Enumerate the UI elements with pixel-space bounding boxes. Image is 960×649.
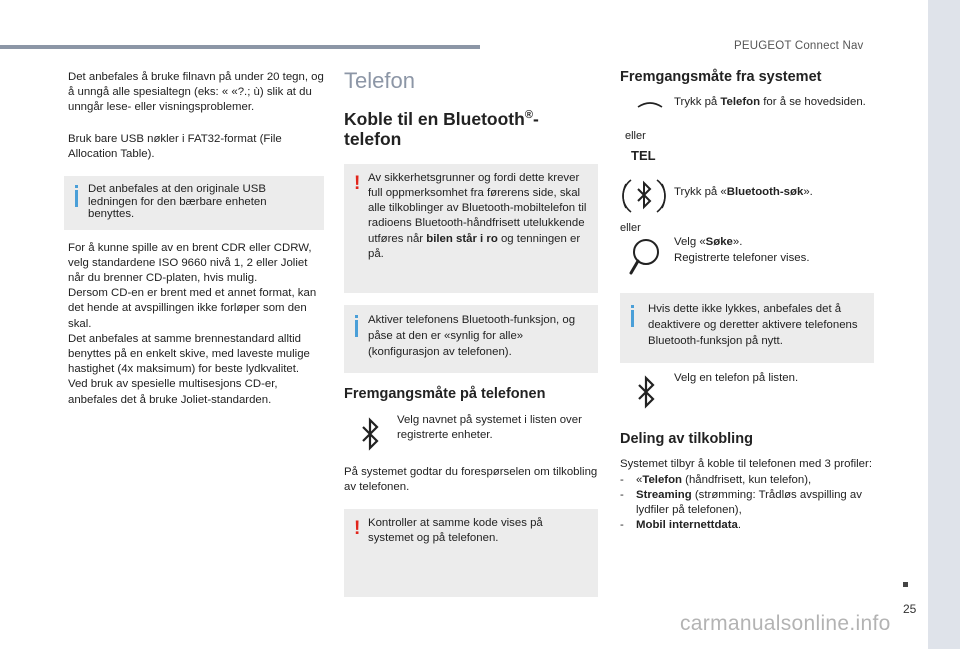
list-text: «: [636, 473, 643, 486]
step-text-end: ».: [732, 236, 743, 249]
step-text-end: for å se hovedsiden.: [760, 96, 866, 108]
cd-advice-line: For å kunne spille av en brent CDR eller CDRW, velg standardene ISO 9660 nivå 1, 2 eller Joliet når du brenner CD-platen, hvis mulig.: [68, 241, 312, 284]
warning-note-code: [344, 509, 598, 597]
cd-advice-line: Ved bruk av spesielle multisesjons CD-er, anbefales det å bruke Joliet-standarden.: [68, 378, 278, 406]
search-icon: [622, 235, 666, 283]
bluetooth-search-icon: [620, 172, 668, 218]
step-select-phone: [620, 371, 874, 411]
sharing-intro: Systemet tilbyr å koble til telefonen med 3 profiler:: [620, 458, 872, 471]
bluetooth-icon: [348, 415, 392, 455]
list-text-end: .: [737, 519, 742, 532]
sharing-title: Deling av tilkobling: [620, 431, 753, 448]
list-text-bold: Mobil internettdata: [636, 519, 738, 532]
step-press-telefon: [620, 95, 874, 145]
list-item: [620, 488, 874, 518]
info-icon: [353, 315, 360, 337]
phone-procedure-title: Fremgangsmåte på telefonen: [344, 385, 546, 402]
or-label: eller: [620, 222, 641, 235]
step-search: [620, 235, 874, 285]
cd-advice-line: Dersom CD-en er brent med et annet format, kan det hende at avspillingen ikke forløper som den skal.: [68, 287, 317, 330]
section-title: Telefon: [344, 68, 415, 93]
profile-list: [620, 473, 874, 534]
warning-icon: !: [354, 172, 361, 194]
handset-icon: [628, 95, 668, 125]
list-text-end: (strømming: Trådløs avspilling av lydfiler på telefonen),: [636, 488, 862, 517]
list-dash: -: [620, 488, 624, 501]
step-text-bold: Bluetooth-søk: [726, 186, 804, 199]
column-3: [620, 68, 874, 533]
registered-mark: ®: [524, 109, 533, 121]
filename-advice: Det anbefales å bruke filnavn på under 20 tegn, og å unngå alle spesialtegn (eks: « «?.; ù) slik at du unngår lese- eller visningsproblemer.: [68, 71, 324, 114]
step-text-bold: Telefon: [720, 96, 761, 108]
list-text-bold: Streaming: [636, 488, 692, 501]
info-note-text: Det anbefales at den originale USB ledningen for den bærbare enheten benyttes.: [88, 183, 267, 221]
usb-format-advice: Bruk bare USB nøkler i FAT32-format (File Allocation Table).: [68, 132, 282, 160]
page-side-strip: [928, 0, 960, 649]
step-bluetooth-search: [620, 172, 874, 220]
accept-request-text: På systemet godtar du forespørselen om tilkobling av telefonen.: [344, 465, 598, 494]
info-note-retry: [620, 293, 874, 363]
step-select-phone-text: Velg en telefon på listen.: [674, 372, 799, 385]
subsection-title: [344, 105, 598, 149]
watermark: carmanualsonline.info: [680, 612, 891, 635]
step-select-system-text: Velg navnet på systemet i listen over registrerte enheter.: [397, 413, 582, 442]
list-item: [620, 518, 874, 533]
column-2: [344, 68, 598, 597]
or-label: eller: [625, 130, 646, 142]
step-text: Velg «: [674, 236, 706, 249]
step-bluetooth-search-text: [674, 172, 874, 200]
info-icon: [629, 305, 636, 327]
warning-text-end: og tenningen er på.: [368, 232, 581, 260]
bluetooth-icon: [624, 373, 668, 413]
header-bar: [0, 45, 480, 49]
step-text: Trykk på: [674, 96, 721, 108]
cd-advice-line: Det anbefales at samme brennestandard alltid benyttes på en enkelt skive, med laveste mulige hastighet (4x maksimum) for beste lydkvalitet.: [68, 332, 310, 376]
list-dash: -: [620, 519, 624, 532]
warning-text-bold: bilen står i ro: [426, 232, 498, 245]
tel-button-label: TEL: [631, 148, 656, 163]
step-text-end: ».: [803, 186, 813, 199]
subsection-title-line2: telefon: [344, 128, 402, 149]
list-text-end: (håndfrisett, kun telefon),: [682, 473, 812, 486]
subsection-title-text: Koble til en Bluetooth: [344, 108, 525, 129]
info-note-usb-cable: [64, 176, 324, 230]
list-dash: -: [620, 473, 624, 486]
warning-icon: !: [354, 518, 361, 540]
system-procedure-title: Fremgangsmåte fra systemet: [620, 69, 822, 85]
subsection-title-dash: -: [532, 108, 539, 129]
list-text-bold: Telefon: [642, 473, 682, 486]
brand-header: PEUGEOT Connect Nav: [734, 40, 864, 52]
page-number: 25: [903, 602, 917, 616]
warning-note-safety: [344, 164, 598, 293]
info-note-bluetooth: [344, 305, 598, 373]
cd-advice: [68, 241, 324, 408]
page-end-marker: [903, 582, 908, 587]
step-text-bold: Søke: [705, 236, 733, 249]
step-press-telefon-text: [674, 95, 874, 110]
column-1: [68, 70, 324, 408]
info-note-text: Hvis dette ikke lykkes, anbefales det å deaktivere og deretter aktivere telefonens Bluetooth-funksjon på nytt.: [648, 303, 858, 348]
list-item: [620, 473, 874, 488]
info-note-text: Aktiver telefonens Bluetooth-funksjon, og påse at den er «synlig for alle» (konfigurasjon av telefonen).: [368, 313, 576, 358]
step-text-line2: Registrerte telefoner vises.: [674, 251, 810, 264]
warning-text: Kontroller at samme kode vises på systemet og på telefonen.: [368, 517, 543, 545]
step-text: Trykk på «: [674, 186, 727, 199]
warning-text: Av sikkerhetsgrunner og fordi dette krever full oppmerksomhet fra førerens side, skal alle tilkoblinger av Bluetooth-mobiltelefon til radioens Bluetooth-håndfrisett utelukkende utføres når: [368, 171, 587, 245]
step-search-text: [674, 235, 874, 265]
info-icon: [73, 185, 80, 207]
step-select-system: [344, 413, 598, 453]
